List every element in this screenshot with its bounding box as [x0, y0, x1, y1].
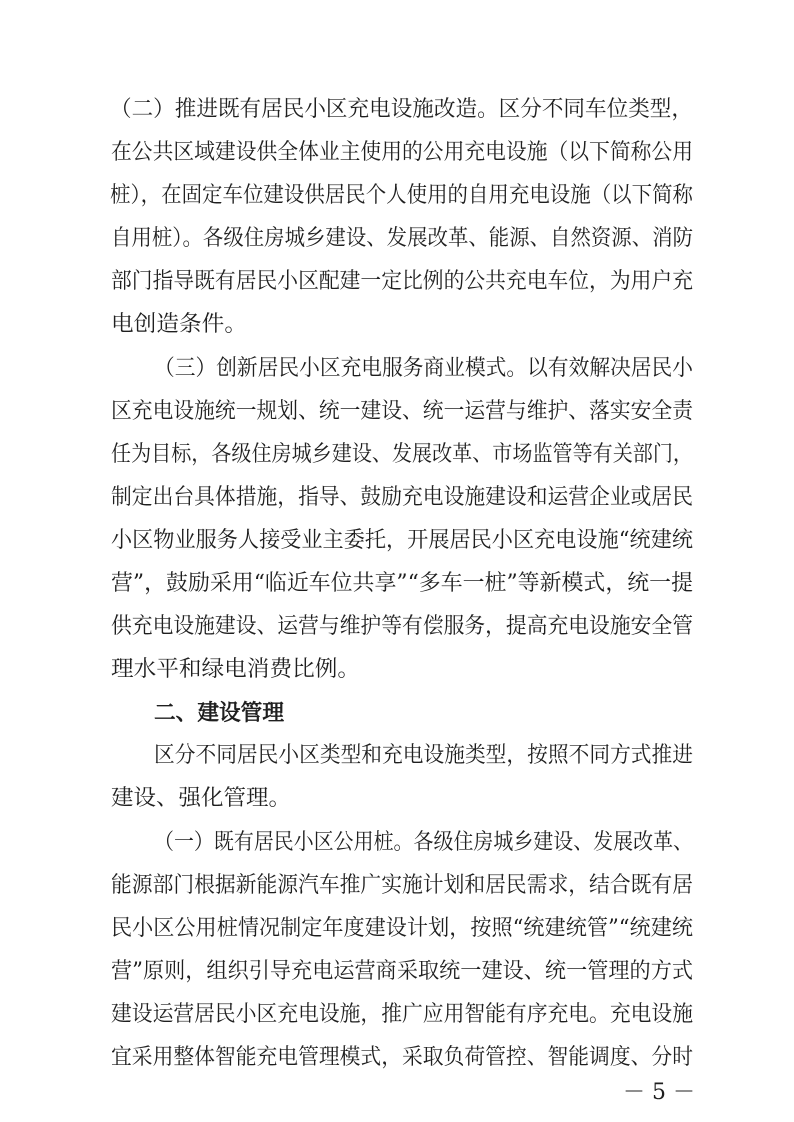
- text-line: （三）创新居民小区充电服务商业模式。以有效解决居民小: [154, 356, 693, 381]
- text-line: 部门指导既有居民小区配建一定比例的公共充电车位，为用户充: [111, 269, 693, 294]
- page-number: － 5 －: [623, 1080, 695, 1105]
- text-line: 建设运营居民小区充电设施，推广应用智能有序充电。充电设施: [111, 1002, 693, 1027]
- text-line: 理水平和绿电消费比例。: [111, 657, 360, 682]
- text-line: 电创造条件。: [111, 312, 247, 337]
- text-line: 供充电设施建设、运营与维护等有偿服务，提高充电设施安全管: [111, 614, 693, 639]
- text-line: 小区物业服务人接受业主委托，开展居民小区充电设施“统建统: [111, 528, 693, 553]
- text-line: 民小区公用桩情况制定年度建设计划，按照“统建统管”“统建统: [111, 916, 693, 941]
- text-line: 在公共区域建设供全体业主使用的公用充电设施（以下简称公用: [111, 140, 693, 165]
- text-line: 营”原则，组织引导充电运营商采取统一建设、统一管理的方式: [111, 959, 693, 984]
- text-line: 自用桩）。各级住房城乡建设、发展改革、能源、自然资源、消防: [111, 226, 693, 251]
- text-line: 任为目标，各级住房城乡建设、发展改革、市场监管等有关部门，: [111, 442, 693, 467]
- text-line: （一）既有居民小区公用桩。各级住房城乡建设、发展改革、: [154, 830, 693, 855]
- text-line: 能源部门根据新能源汽车推广实施计划和居民需求，结合既有居: [111, 873, 693, 898]
- text-line: 区分不同居民小区类型和充电设施类型，按照不同方式推进: [154, 743, 693, 768]
- text-line: 营”，鼓励采用“临近车位共享”“多车一桩”等新模式，统一提: [111, 571, 693, 596]
- section-heading: 二、建设管理: [154, 700, 284, 726]
- text-line: 宜采用整体智能充电管理模式，采取负荷管控、智能调度、分时: [111, 1045, 693, 1070]
- text-line: 制定出台具体措施，指导、鼓励充电设施建设和运营企业或居民: [111, 485, 693, 510]
- text-line: 区充电设施统一规划、统一建设、统一运营与维护、落实安全责: [111, 399, 693, 424]
- text-line: 桩），在固定车位建设供居民个人使用的自用充电设施（以下简称: [110, 183, 693, 208]
- text-line: 建设、强化管理。: [111, 786, 291, 811]
- text-line: （二）推进既有居民小区充电设施改造。区分不同车位类型，: [110, 97, 693, 122]
